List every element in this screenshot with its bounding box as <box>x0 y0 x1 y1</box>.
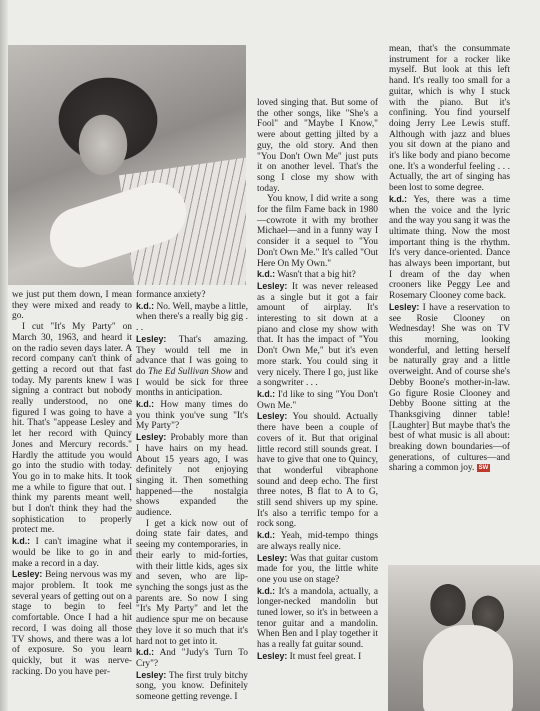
speaker: k.d.: <box>389 193 408 204</box>
speaker: Lesley: <box>257 280 288 291</box>
dialogue-text: The first truly bitchy song, you know. Definitely someone getting revenge. I <box>136 670 248 703</box>
dialogue <box>257 553 378 586</box>
dialogue-text: I'd like to sing "You Don't Own Me." <box>257 389 378 411</box>
speaker: Lesley: <box>136 432 167 443</box>
paragraph: You know, I did write a song for the film Fame back in 1980—cowrote it with my brother Michael—and in a funny way I consider it a sequel to "You Don't Own Me." It's called "Out Here On My Own." <box>257 194 378 269</box>
dialogue <box>136 432 248 519</box>
paragraph: loved singing that. But some of the other songs, like "She's a Fool" and "Maybe I Know," were about getting jilted by a guy, the old story. And then "You Don't Own Me" just puts it on another level. That's the song I close my show with today. <box>257 98 378 194</box>
dialogue-text: And "Judy's Turn To Cry"? <box>136 648 248 669</box>
speaker: Lesley: <box>257 411 288 422</box>
speaker: k.d.: <box>257 530 276 541</box>
speaker: Lesley: <box>12 569 43 580</box>
paragraph: mean, that's the consummate instrument for a rocker like myself. But look at this left hand. It's really too small for a guitar, which is why I stuck with the piano. But it's confining. You find yourself doing Jerry Lee Lewis stuff. Although with jazz and blues you sit down at the piano and it's like body and piano become one. It's a wonderful feeling . . . Actually, the art of singing has been lost to some degree. <box>389 44 510 194</box>
paragraph: I get a kick now out of doing state fair dates, and seeing my contemporaries, in their early to mid-forties, with their little kids, ages six and seven, who are lip-synching the songs just as the parents are. So now I sing "It's My Party" and let the audience spur me on because they love it so much that it's hard not to get into it. <box>136 518 248 647</box>
show-title: The Ed Sullivan Show <box>148 366 232 377</box>
dialogue-text: How many times do you think you've sung "It's My Party"? <box>136 400 248 432</box>
paragraph: I cut "It's My Party" on March 30, 1963, and heard it on the radio seven days later. A record company can't think of getting a record out that fast today. My parents knew I was signing a contract but nobody really understood, no one figured I was going to have a hit. That's "appease Lesley and let her record with Quincy Jones and Mercury records." Hardly the attitude you would go into the studio with today. You go in to make hits. It took me a while to figure that out. I think my parents meant well, but I don't think they had the sophistication to properly protect me. <box>12 322 132 536</box>
dialogue <box>12 536 132 569</box>
speaker: k.d.: <box>12 536 31 547</box>
speaker: k.d.: <box>136 399 155 410</box>
dialogue <box>136 334 248 399</box>
speaker: Lesley: <box>136 669 167 680</box>
dialogue <box>12 569 132 677</box>
figure-shape <box>423 625 513 711</box>
text-column-4 <box>389 44 510 474</box>
dialogue-text: It's a mandola, actually, a longer-necked mandolin but tuned lower, so it's in between a tenor guitar and a mandolin. When Ben and I play together it has a really fat guitar sound. <box>257 586 378 651</box>
dialogue <box>257 269 378 281</box>
dialogue <box>136 647 248 669</box>
dialogue-text: I can't imagine what it would be like to go in and make a record in a day. <box>12 537 132 569</box>
speaker: Lesley: <box>136 333 167 344</box>
page-gutter <box>0 0 8 711</box>
dialogue-text: Being nervous was my major problem. It took me several years of getting out on a stage to begin to feel comfortable. Once I had a hit record, I was doing all those TV shows, and there was a lot of exposure. So you learn quickly, but it was nerve-racking. Do you have per- <box>12 570 132 677</box>
dialogue-text: That's amazing. They would tell me in advance that I was going to do <box>136 334 248 377</box>
speaker: k.d.: <box>257 269 276 280</box>
dialogue <box>257 281 378 389</box>
dialogue-text: Was that guitar custom made for you, the little white one you use on stage? <box>257 553 378 585</box>
dialogue <box>136 399 248 432</box>
dialogue <box>136 301 248 334</box>
end-mark-icon: SW <box>478 465 489 472</box>
dialogue-text: It was never released as a single but it got a fair amount of airplay. It's interesting to sit down at a piano and close my show with that. It has the impact of "You Don't Own Me," but it's even more stark. You could sing it very nicely. There I go, just like a songwriter . . . <box>257 281 378 389</box>
paragraph: we just put them down, I mean they were mixed and ready to go. <box>12 290 132 322</box>
dialogue-text: and I would be sick for three months in anticipation. <box>136 366 248 399</box>
dialogue <box>136 670 248 703</box>
speaker: Lesley: <box>257 552 288 563</box>
speaker: k.d.: <box>136 300 155 311</box>
dialogue-text: It must feel great. I <box>287 651 362 662</box>
dialogue <box>257 411 378 530</box>
dialogue <box>389 302 510 474</box>
dialogue-text: You should. Actually there have been a couple of covers of it. But that original little record still sounds great. I have to give that one to Quincy, that wonderful vibraphone sound and deep echo. The first three notes, B flat to A to G, still send shivers up my spine. It's also a terrific tempo for a rock song. <box>257 412 378 530</box>
dialogue <box>257 389 378 411</box>
dialogue <box>257 530 378 552</box>
photo-lesley-at-piano <box>8 45 246 285</box>
speaker: k.d.: <box>257 585 276 596</box>
dialogue <box>257 586 378 651</box>
photo-two-people <box>388 565 540 711</box>
paragraph: formance anxiety? <box>136 290 206 300</box>
speaker: k.d.: <box>136 647 155 658</box>
dialogue-text: Yeah, mid-tempo things are always really nice. <box>257 531 378 552</box>
text-column-3 <box>257 98 378 663</box>
speaker: k.d.: <box>257 388 276 399</box>
dialogue-text: Yes, there was a time when the voice and the lyric and the way you sang it was the ultimate thing. Now the most important thing is the rhythm. It's very dance-oriented. Dance has always been important, but I dream of the day when crooners like Peggy Lee and Rosemary Clooney come back. <box>389 194 510 302</box>
text-column-1 <box>12 290 132 677</box>
speaker: Lesley: <box>389 301 420 312</box>
text-column-2 <box>136 290 248 703</box>
dialogue <box>257 651 378 663</box>
speaker: Lesley: <box>257 650 288 661</box>
dialogue-text: Wasn't that a big hit? <box>275 270 356 281</box>
dialogue-text: I have a reservation to see Rosie Clooney on Wednesday! She was on TV this morning, looking wonderful, and letting herself be naturally gray and a little overweight. And of course she's Debby Boone's mother-in-law. Go figure Rosie Clooney and Debby Boone sitting at the Thanksgiving dinner table! [Laughter] But maybe that's the best of what music is all about: breaking down boundaries—of generations, of cultures—and sharing a common joy. <box>389 302 510 474</box>
dialogue-text: No. Well, maybe a little, when there's a really big gig . . . <box>136 301 248 334</box>
dialogue <box>389 194 510 302</box>
dialogue-text: Probably more than I have hairs on my head. About 15 years ago, I was definitely not enjoying singing it. Then something happened—the nostalgia shows expanded the audience. <box>136 433 248 519</box>
